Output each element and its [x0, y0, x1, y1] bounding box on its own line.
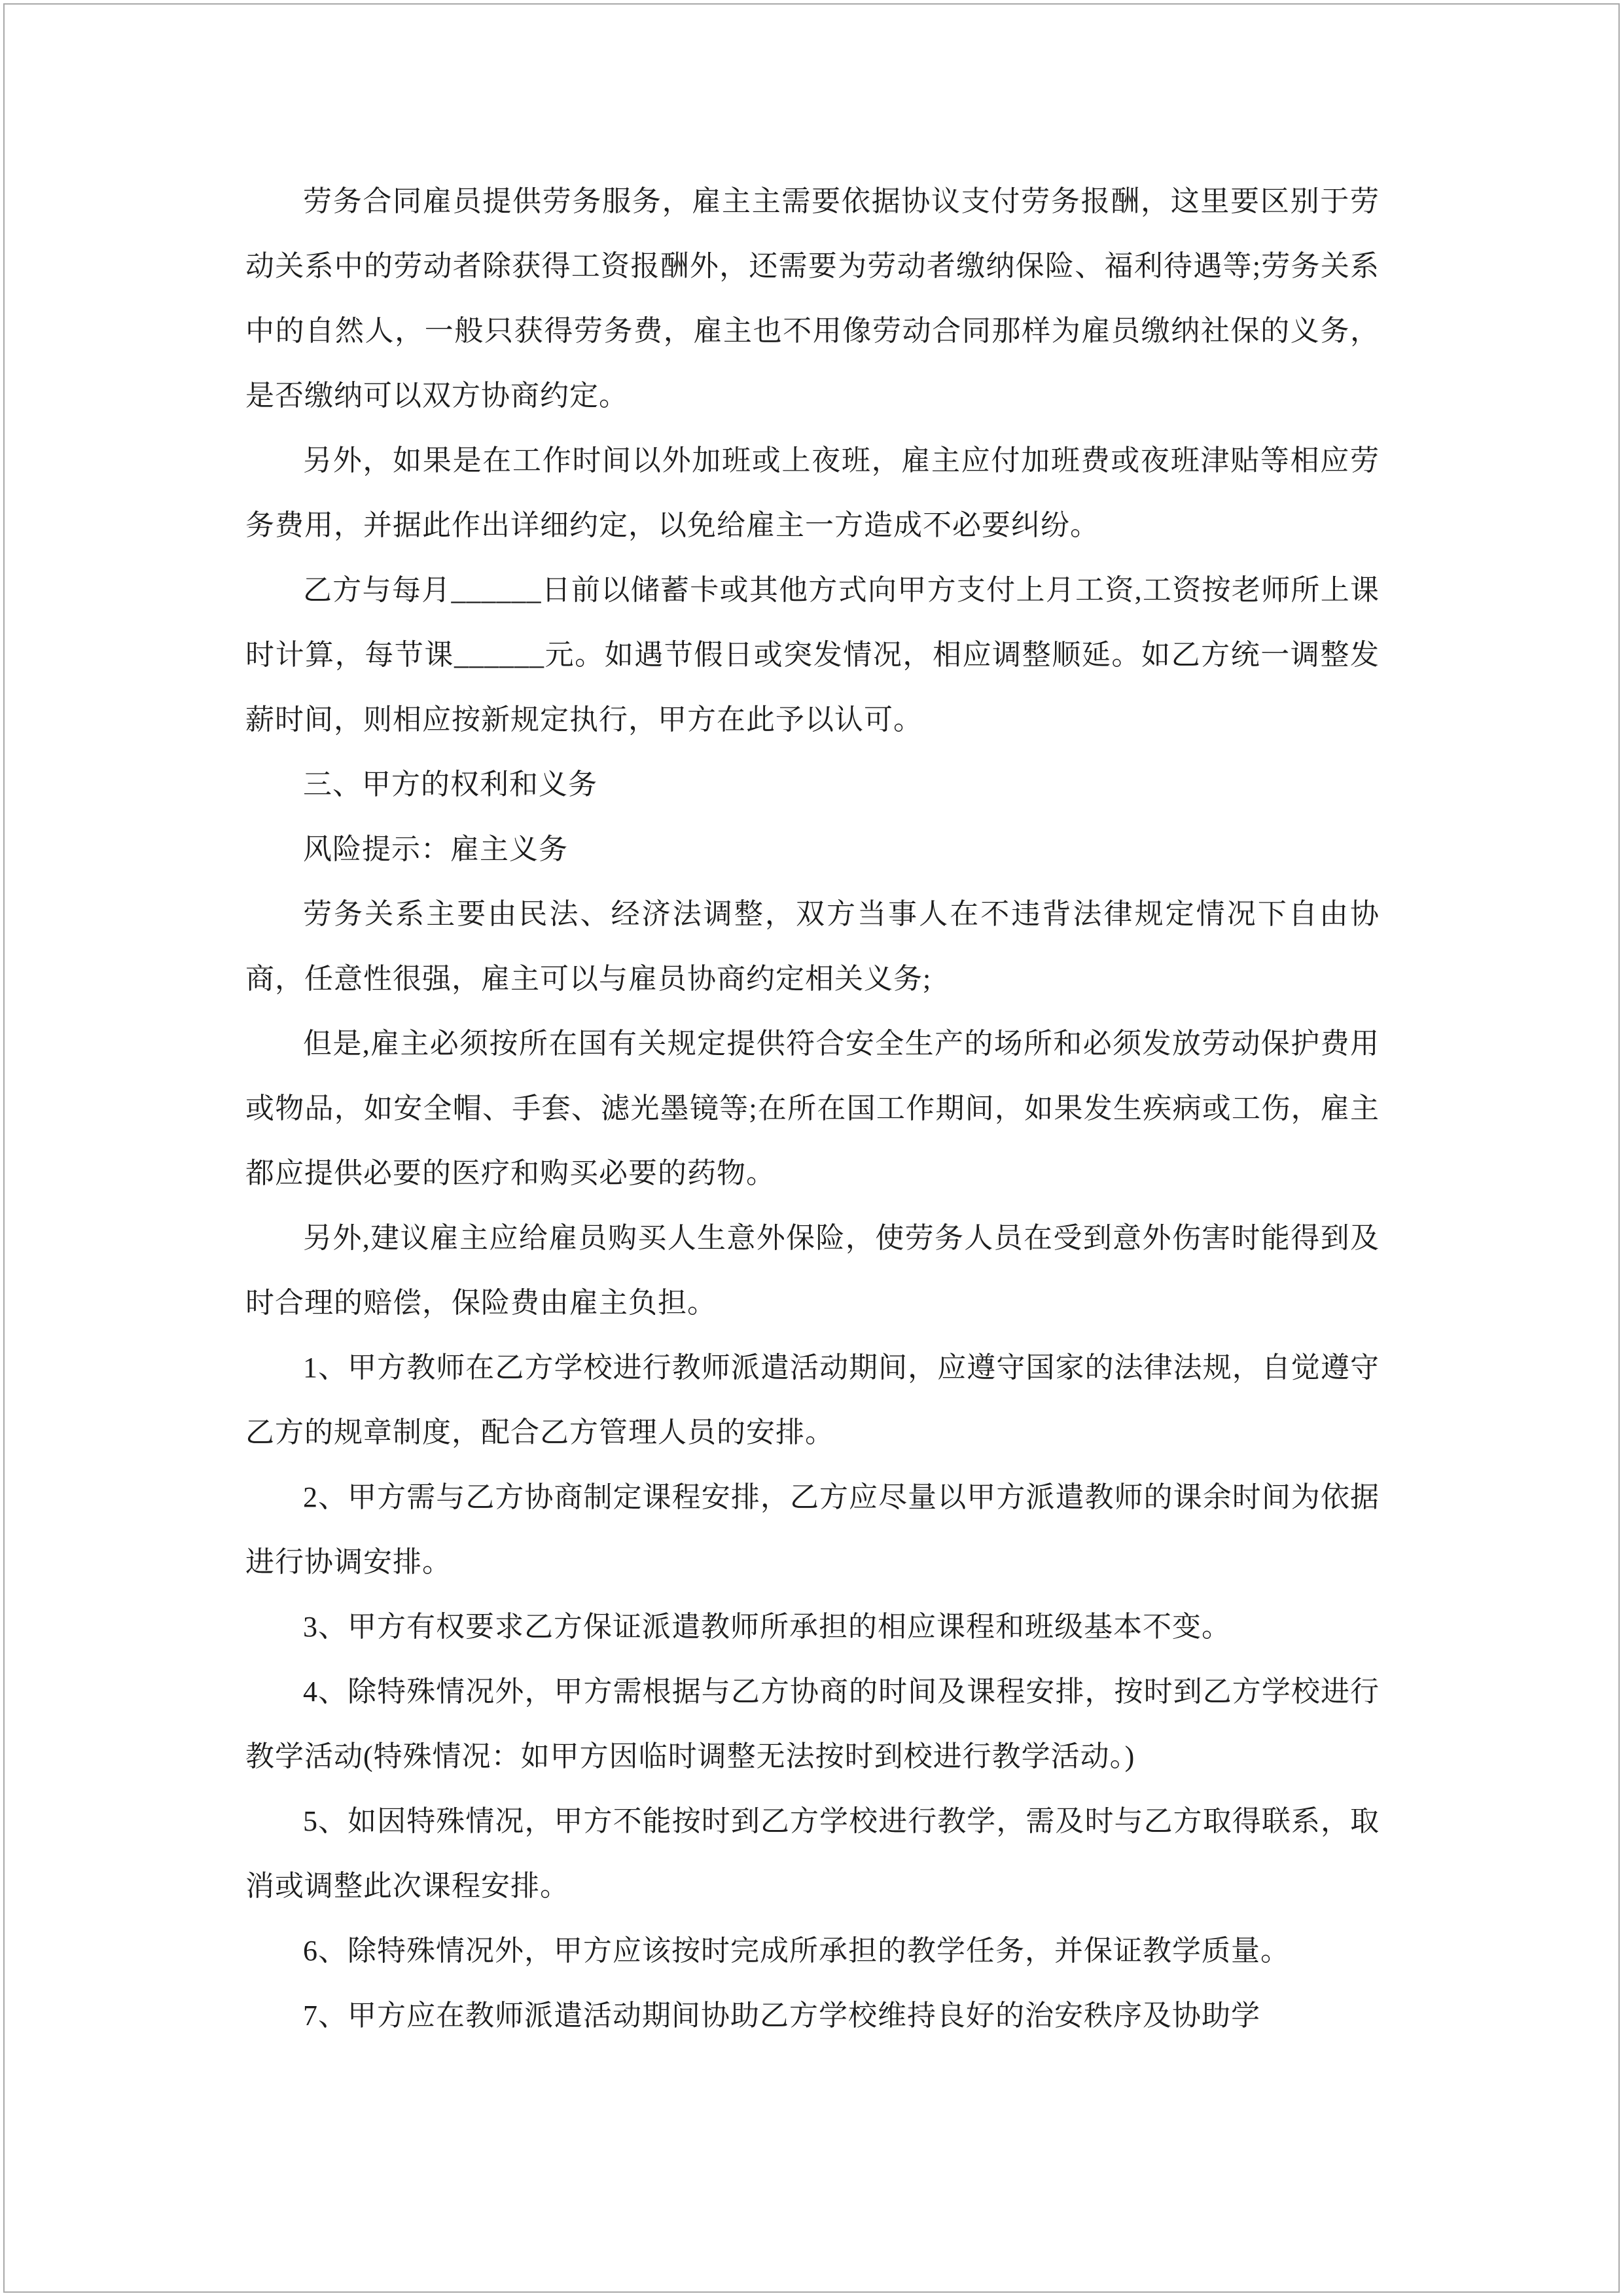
list-item: 1、甲方教师在乙方学校进行教师派遣活动期间，应遵守国家的法律法规，自觉遵守乙方的规章制度，配合乙方管理人员的安排。: [245, 1352, 1380, 1448]
list-item: 5、如因特殊情况，甲方不能按时到乙方学校进行教学，需及时与乙方取得联系，取消或调整此次课程安排。: [245, 1805, 1380, 1902]
list-item: 2、甲方需与乙方协商制定课程安排，乙方应尽量以甲方派遣教师的课余时间为依据进行协调安排。: [245, 1481, 1380, 1578]
paragraph: 劳务关系主要由民法、经济法调整，双方当事人在不违背法律规定情况下自由协商，任意性很强，雇主可以与雇员协商约定相关义务;: [245, 898, 1380, 995]
risk-note: 风险提示：雇主义务: [303, 833, 568, 865]
document-body: [245, 169, 1380, 2048]
list-item: 7、甲方应在教师派遣活动期间协助乙方学校维持良好的治安秩序及协助学: [303, 2000, 1260, 2032]
list-item: 6、除特殊情况外，甲方应该按时完成所承担的教学任务，并保证教学质量。: [303, 1935, 1290, 1967]
paragraph: 劳务合同雇员提供劳务服务，雇主主需要依据协议支付劳务报酬，这里要区别于劳动关系中的劳动者除获得工资报酬外，还需要为劳动者缴纳保险、福利待遇等;劳务关系中的自然人，一般只获得劳务费，雇主也不用像劳动合同那样为雇员缴纳社保的义务，是否缴纳可以双方协商约定。: [245, 185, 1380, 412]
section-heading: 三、甲方的权利和义务: [303, 768, 597, 800]
paragraph: 另外,建议雇主应给雇员购买人生意外保险，使劳务人员在受到意外伤害时能得到及时合理的赔偿，保险费由雇主负担。: [245, 1222, 1380, 1319]
paragraph: 乙方与每月______日前以储蓄卡或其他方式向甲方支付上月工资,工资按老师所上课时计算，每节课______元。如遇节假日或突发情况，相应调整顺延。如乙方统一调整发薪时间，则相应按新规定执行，甲方在此予以认可。: [245, 574, 1380, 736]
paragraph: 另外，如果是在工作时间以外加班或上夜班，雇主应付加班费或夜班津贴等相应劳务费用，并据此作出详细约定，以免给雇主一方造成不必要纠纷。: [245, 444, 1380, 541]
list-item: 3、甲方有权要求乙方保证派遣教师所承担的相应课程和班级基本不变。: [303, 1611, 1231, 1643]
paragraph: 但是,雇主必须按所在国有关规定提供符合安全生产的场所和必须发放劳动保护费用或物品，如安全帽、手套、滤光墨镜等;在所在国工作期间，如果发生疾病或工伤，雇主都应提供必要的医疗和购买必要的药物。: [245, 1028, 1380, 1189]
list-item: 4、除特殊情况外，甲方需根据与乙方协商的时间及课程安排，按时到乙方学校进行教学活动(特殊情况：如甲方因临时调整无法按时到校进行教学活动。): [245, 1676, 1380, 1772]
